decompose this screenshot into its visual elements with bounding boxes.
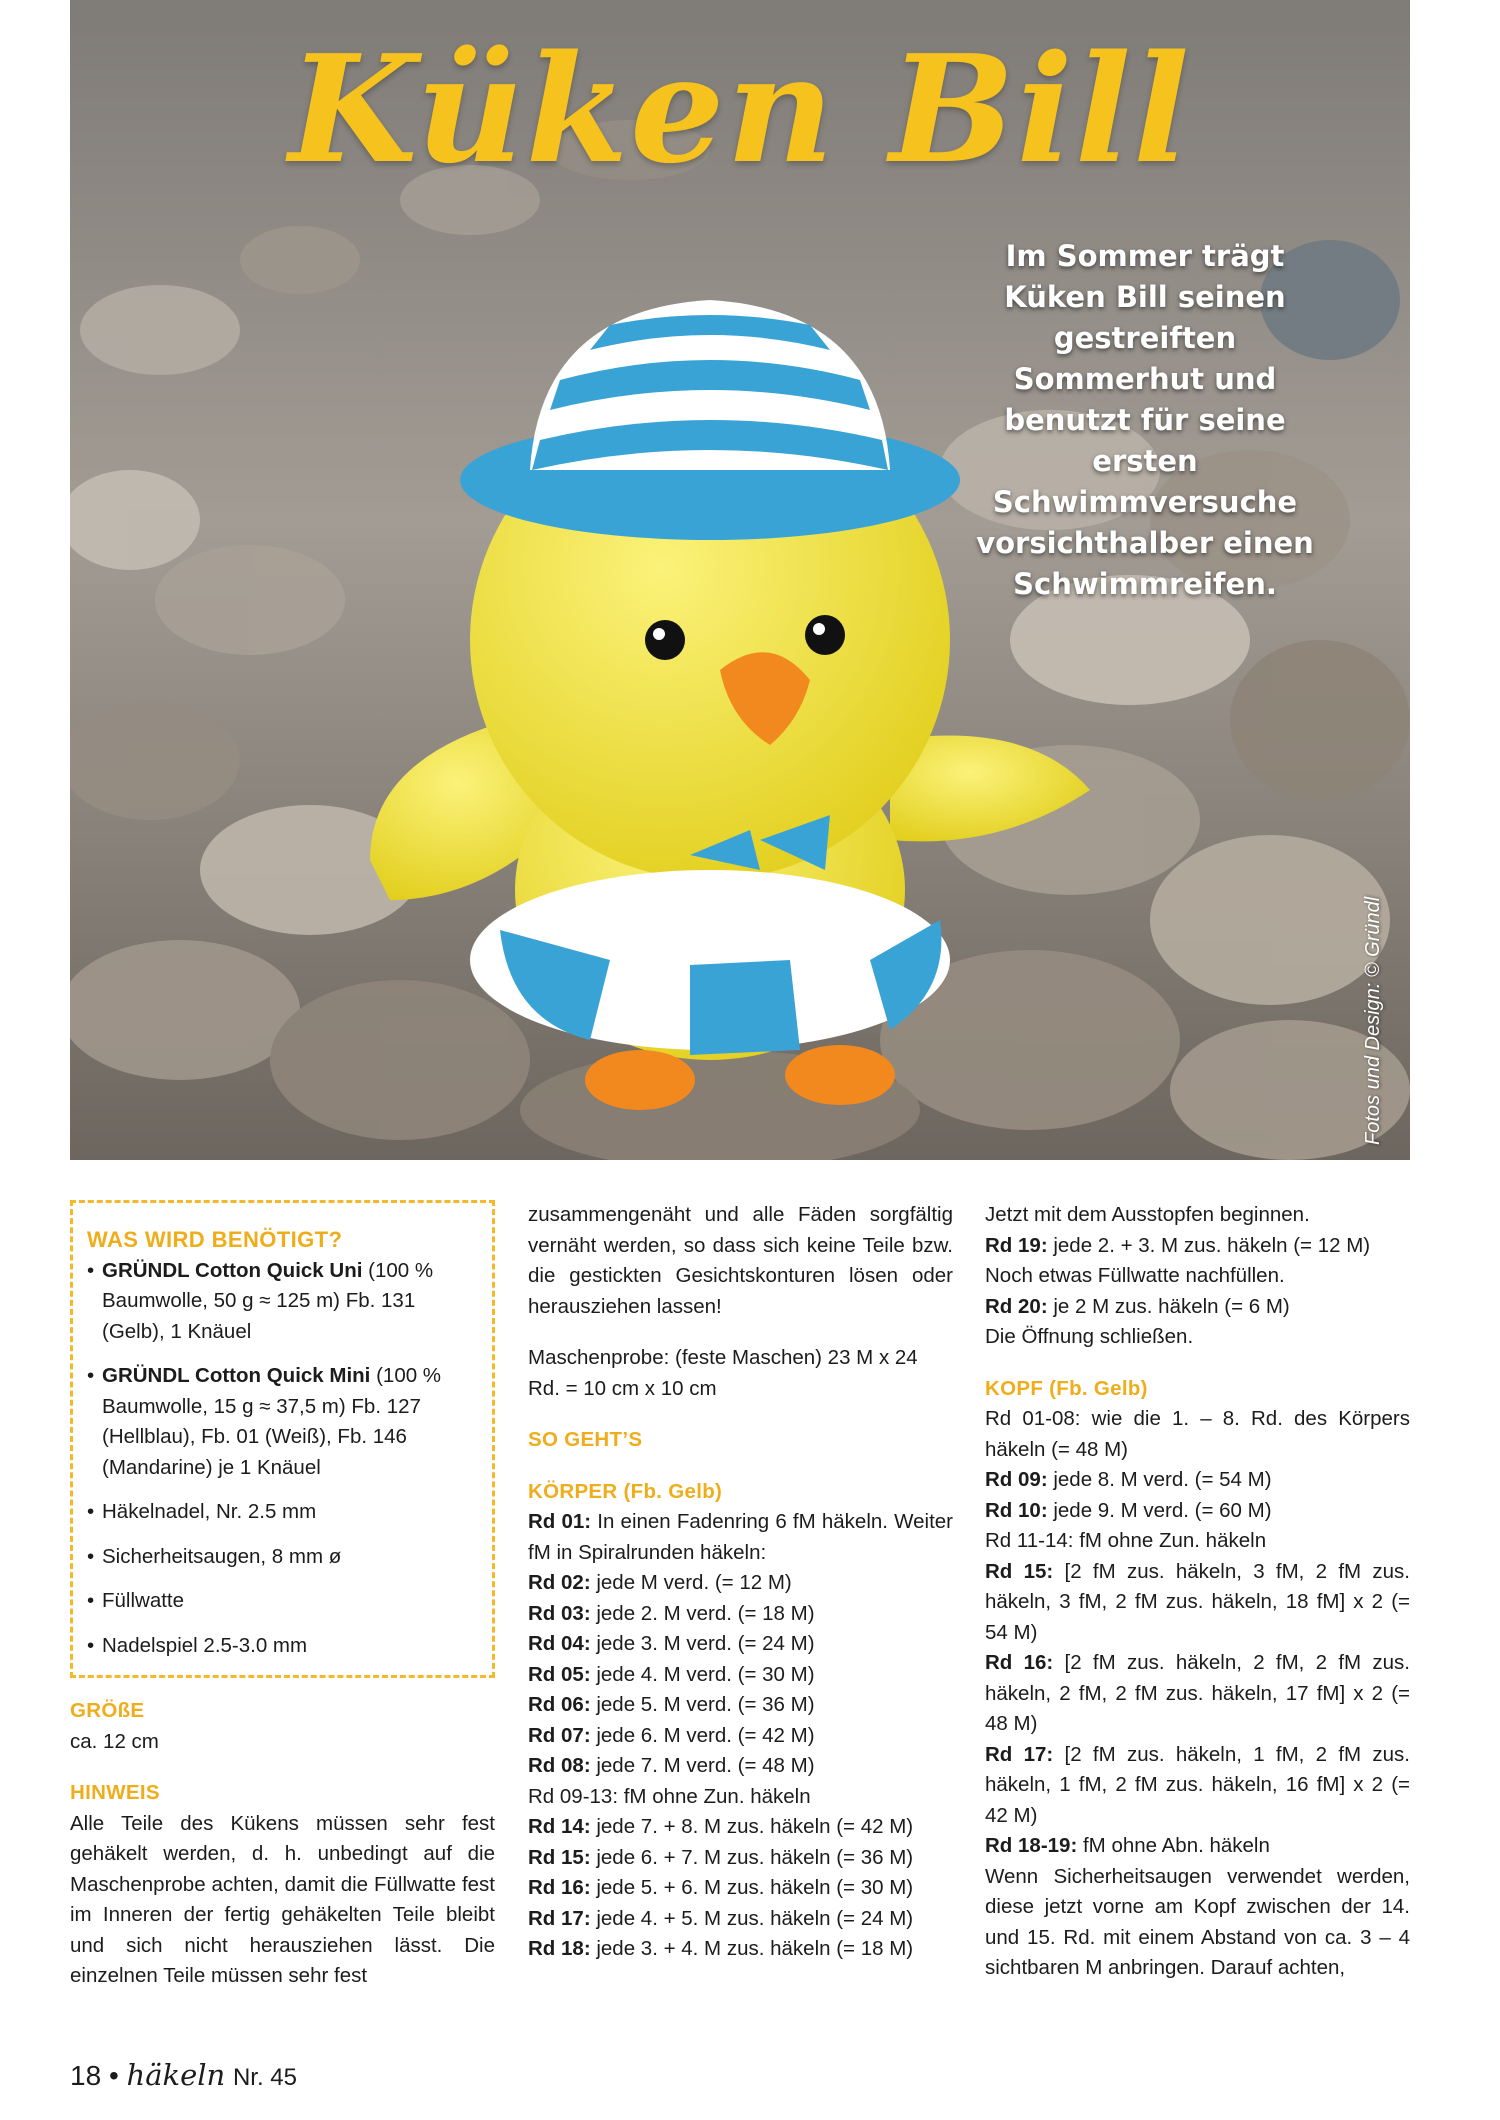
pattern-row: Rd 01: In einen Fadenring 6 fM häkeln. Weiter fM in Spiralrunden häkeln: bbox=[528, 1510, 953, 1564]
pattern-row: Rd 17: [2 fM zus. häkeln, 1 fM, 2 fM zus. häkeln, 1 fM, 2 fM zus. häkeln, 16 fM] x 2 (= 42 M) bbox=[985, 1742, 1410, 1827]
list-item: • Häkelnadel, Nr. 2.5 mm bbox=[87, 1497, 472, 1528]
magazine-brand: häkeln bbox=[126, 2058, 226, 2092]
pattern-row: Jetzt mit dem Ausstopfen beginnen. bbox=[985, 1203, 1310, 1226]
pattern-row: Rd 18-19: fM ohne Abn. häkeln bbox=[985, 1834, 1270, 1857]
note-heading: HINWEIS bbox=[70, 1781, 160, 1804]
pattern-row: Rd 14: jede 7. + 8. M zus. häkeln (= 42 M) bbox=[528, 1815, 914, 1838]
materials-list bbox=[87, 1256, 472, 1662]
pattern-row: Rd 17: jede 4. + 5. M zus. häkeln (= 24 M) bbox=[528, 1906, 914, 1930]
photo-caption: Im Sommer trägt Küken Bill seinen gestreiften Sommerhut und benutzt für seine ersten Schwimmversuche vorsichthalber einen Schwimmreifen. bbox=[976, 239, 1314, 601]
column-3 bbox=[985, 1200, 1410, 1984]
issue-number: Nr. 45 bbox=[232, 2064, 297, 2091]
footer-separator: • bbox=[108, 2060, 119, 2091]
pattern-row: Rd 01-08: wie die 1. – 8. Rd. des Körpers häkeln (= 48 M) bbox=[985, 1407, 1410, 1461]
pattern-row: Noch etwas Füllwatte nachfüllen. bbox=[985, 1264, 1285, 1287]
pattern-row: Rd 11-14: fM ohne Zun. häkeln bbox=[985, 1529, 1267, 1552]
column-1 bbox=[70, 1200, 495, 1992]
note-text: Alle Teile des Kükens müssen sehr fest gehäkelt werden, d. h. unbedingt auf die Maschenprobe achten, damit die Füllwatte fest im Inneren der fertig gehäkelten Teile bleibt und sich nicht herausziehen lässt. Die einzelnen Teile müssen sehr fest bbox=[70, 1811, 495, 1987]
pattern-row: Rd 09: jede 8. M verd. (= 54 M) bbox=[985, 1468, 1272, 1491]
gauge-text: Maschenprobe: (feste Maschen) 23 M x 24 Rd. = 10 cm x 10 cm bbox=[528, 1346, 918, 1400]
pattern-row: Rd 15: jede 6. + 7. M zus. häkeln (= 36 M) bbox=[528, 1845, 914, 1869]
page-title: Küken Bill bbox=[288, 22, 1192, 196]
how-heading: SO GEHT’S bbox=[528, 1428, 643, 1451]
pattern-row: Rd 05: jede 4. M verd. (= 30 M) bbox=[528, 1662, 815, 1686]
intro-text: zusammengenäht und alle Fäden sorgfältig vernäht werden, so dass sich keine Teile bzw. die gestickten Gesichtskonturen lösen oder herausziehen lassen! bbox=[528, 1203, 953, 1318]
list-item: • Füllwatte bbox=[87, 1586, 472, 1617]
pattern-row: Rd 18: jede 3. + 4. M zus. häkeln (= 18 M) bbox=[528, 1937, 914, 1960]
size-heading: GRÖßE bbox=[70, 1699, 145, 1722]
pattern-row: Rd 16: [2 fM zus. häkeln, 2 fM, 2 fM zus. häkeln, 2 fM, 2 fM zus. häkeln, 17 fM] x 2 (= 48 M) bbox=[985, 1651, 1410, 1735]
page-number: 18 bbox=[70, 2060, 102, 2091]
pattern-row: Rd 19: jede 2. + 3. M zus. häkeln (= 12 M) bbox=[985, 1233, 1371, 1257]
pattern-row: Rd 07: jede 6. M verd. (= 42 M) bbox=[528, 1723, 815, 1747]
materials-title: WAS WIRD BENÖTIGT? bbox=[87, 1227, 343, 1252]
pattern-row: Die Öffnung schließen. bbox=[985, 1325, 1194, 1348]
pattern-row: Rd 15: [2 fM zus. häkeln, 3 fM, 2 fM zus. häkeln, 3 fM, 2 fM zus. häkeln, 18 fM] x 2 (= 54 M) bbox=[985, 1559, 1410, 1644]
pattern-row: Rd 16: jede 5. + 6. M zus. häkeln (= 30 M) bbox=[528, 1876, 914, 1899]
pattern-row: Rd 08: jede 7. M verd. (= 48 M) bbox=[528, 1754, 815, 1777]
pattern-row: Wenn Sicherheitsaugen verwendet werden, diese jetzt vorne am Kopf zwischen der 14. und 15. Rd. mit einem Abstand von ca. 3 – 4 sichtbaren M anbringen. Darauf achten, bbox=[985, 1864, 1410, 1979]
pattern-row: Rd 06: jede 5. M verd. (= 36 M) bbox=[528, 1693, 815, 1716]
list-item: • Sicherheitsaugen, 8 mm ø bbox=[87, 1542, 472, 1573]
materials-box bbox=[70, 1200, 495, 1678]
pattern-row: Rd 10: jede 9. M verd. (= 60 M) bbox=[985, 1498, 1272, 1522]
page-footer bbox=[70, 2058, 297, 2092]
pattern-row: Rd 09-13: fM ohne Zun. häkeln bbox=[528, 1784, 811, 1808]
pattern-row: Rd 02: jede M verd. (= 12 M) bbox=[528, 1571, 792, 1594]
pattern-row: Rd 04: jede 3. M verd. (= 24 M) bbox=[528, 1632, 815, 1655]
list-item: • Nadelspiel 2.5-3.0 mm bbox=[87, 1631, 472, 1662]
body-heading: KÖRPER (Fb. Gelb) bbox=[528, 1479, 723, 1503]
photo-credit: Fotos und Design: © Gründl bbox=[1362, 896, 1384, 1145]
list-item: • GRÜNDL Cotton Quick Mini (100 % Baumwolle, 15 g ≈ 37,5 m) Fb. 127 (Hellblau), Fb. 01 (Weiß), Fb. 146 (Mandarine) je 1 Knäuel bbox=[87, 1361, 472, 1483]
list-item: • GRÜNDL Cotton Quick Uni (100 % Baumwolle, 50 g ≈ 125 m) Fb. 131 (Gelb), 1 Knäuel bbox=[87, 1256, 472, 1348]
column-2 bbox=[528, 1200, 953, 1965]
pattern-row: Rd 03: jede 2. M verd. (= 18 M) bbox=[528, 1601, 815, 1625]
hero-photo bbox=[70, 0, 1410, 1160]
size-text: ca. 12 cm bbox=[70, 1729, 159, 1753]
head-heading: KOPF (Fb. Gelb) bbox=[985, 1376, 1148, 1400]
pattern-row: Rd 20: je 2 M zus. häkeln (= 6 M) bbox=[985, 1294, 1290, 1318]
